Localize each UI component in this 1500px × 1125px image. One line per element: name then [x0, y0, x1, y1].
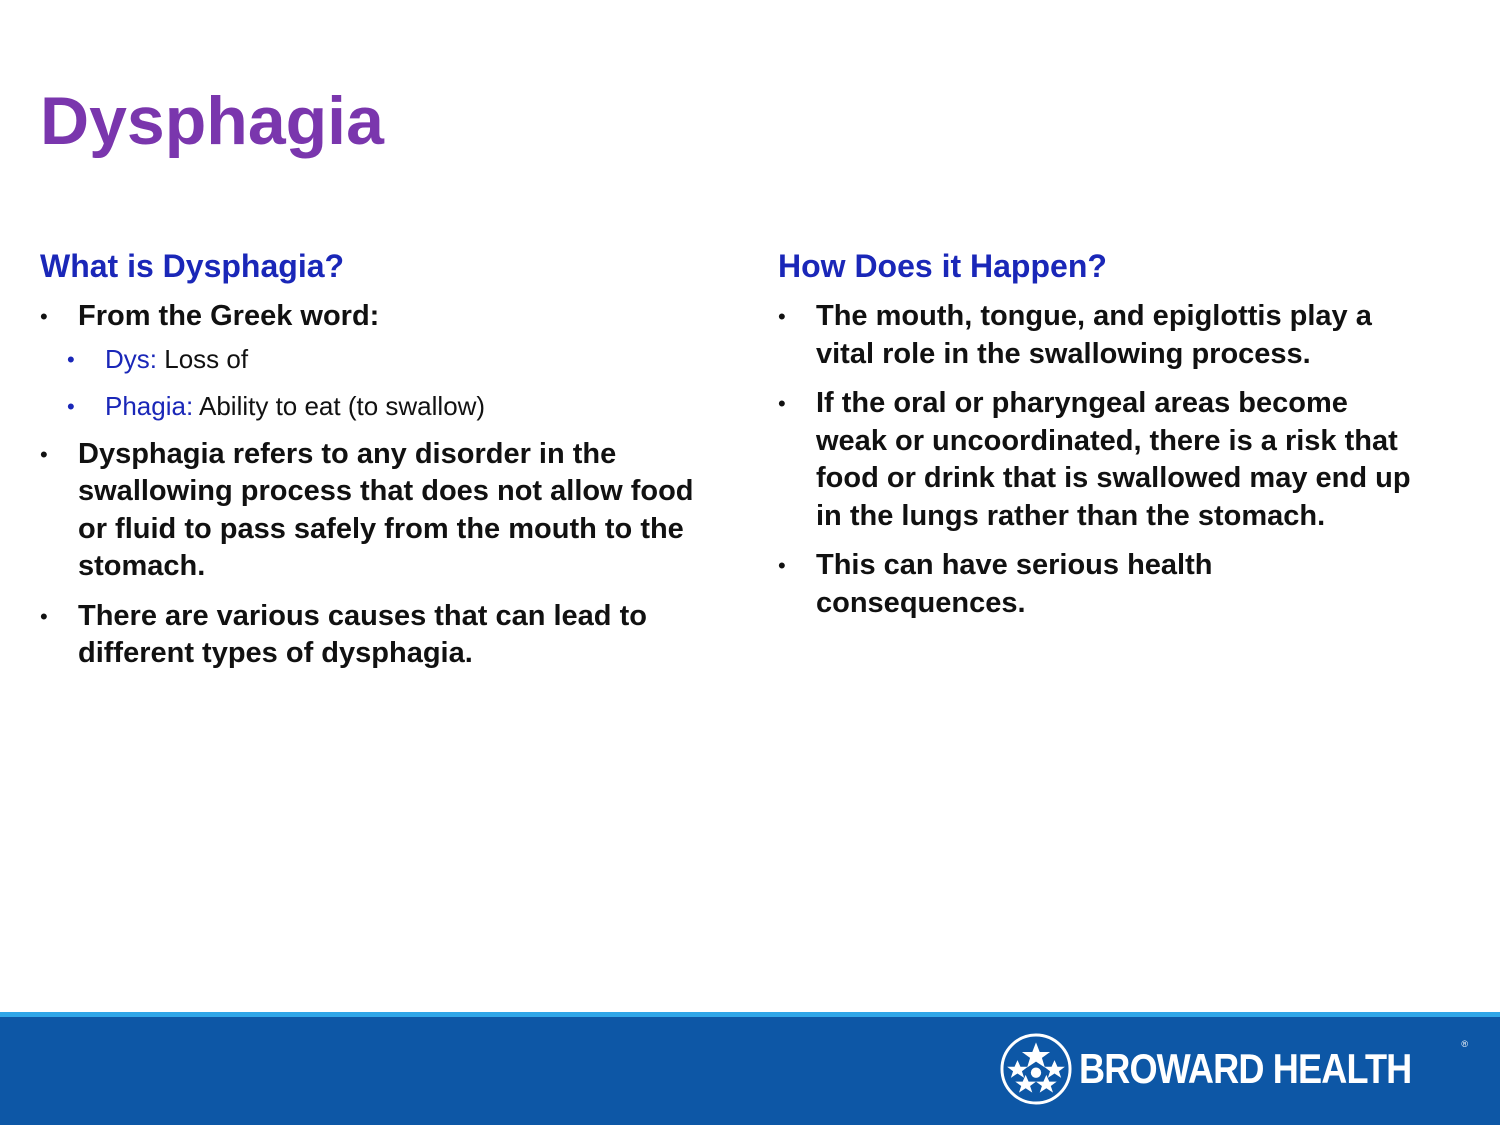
- list-item: • This can have serious health consequences.: [778, 547, 1418, 622]
- list-item: • If the oral or pharyngeal areas become weak or uncoordinated, there is a risk that food or drink that is swallowed may end up in the lungs rather than the stomach.: [778, 385, 1418, 535]
- left-column: [40, 246, 730, 685]
- left-column-heading: What is Dysphagia?: [40, 248, 345, 284]
- sub-bullet-list: [78, 342, 730, 424]
- logo-wordmark: BROWARD HEALTH: [1079, 1045, 1412, 1092]
- star-cluster-icon: [999, 1032, 1073, 1106]
- right-column: [778, 246, 1418, 634]
- right-column-heading: How Does it Happen?: [778, 248, 1107, 284]
- list-item: • The mouth, tongue, and epiglottis play a vital role in the swallowing process.: [778, 298, 1418, 373]
- list-item: • There are various causes that can lead to different types of dysphagia.: [40, 598, 730, 673]
- term-definition: Loss of: [164, 343, 249, 374]
- sub-list-item: [40, 389, 730, 424]
- footer-bar: [0, 1012, 1500, 1125]
- term-label: Dys:: [105, 343, 157, 374]
- sub-list-item: [40, 342, 730, 377]
- term-definition: Ability to eat (to swallow): [198, 390, 486, 421]
- trademark-symbol: ®: [1461, 1039, 1468, 1049]
- left-bullet-list: [40, 298, 730, 673]
- broward-health-logo: [999, 1031, 1466, 1107]
- slide-title: Dysphagia: [40, 83, 384, 159]
- list-item: [40, 298, 730, 424]
- list-item: • Dysphagia refers to any disorder in the swallowing process that does not allow food or fluid to pass safely from the mouth to the stomach.: [40, 436, 730, 586]
- bullet-text: From the Greek word:: [78, 300, 380, 332]
- term-label: Phagia:: [105, 390, 194, 421]
- right-bullet-list: [778, 298, 1418, 622]
